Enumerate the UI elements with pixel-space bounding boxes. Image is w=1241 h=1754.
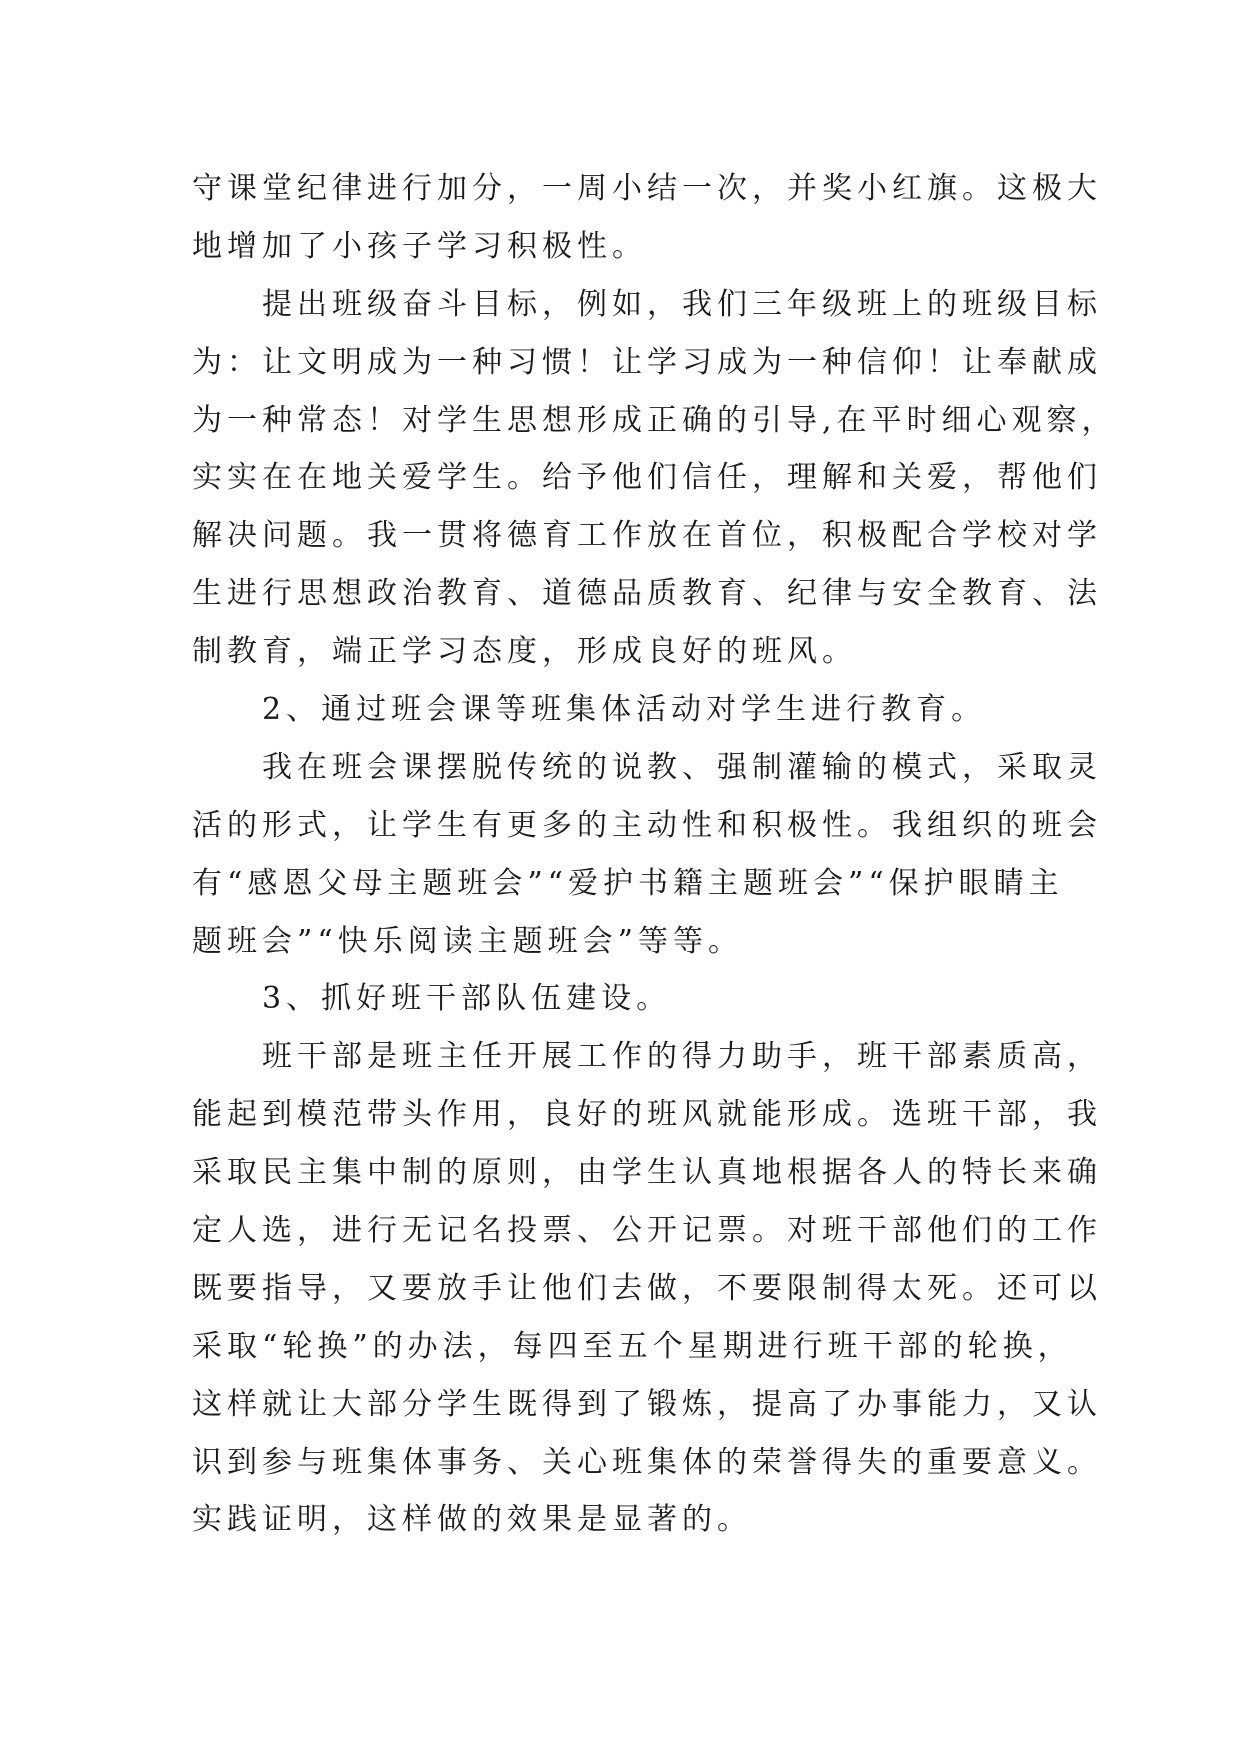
- text-line: 解决问题。我一贯将德育工作放在首位，积极配合学校对学: [192, 518, 1102, 554]
- paragraph-start-line: 提出班级奋斗目标，例如，我们三年级班上的班级目标: [262, 286, 1102, 322]
- text-line: 为一种常态！对学生思想形成正确的引导,在平时细心观察，: [192, 402, 1117, 438]
- text-line: 制教育，端正学习态度，形成良好的班风。: [192, 634, 857, 670]
- text-line: 题班会”“快乐阅读主题班会”等等。: [192, 923, 744, 959]
- paragraph-start-line: 班干部是班主任开展工作的得力助手，班干部素质高，: [262, 1039, 1102, 1075]
- text-line: 这样就让大部分学生既得到了锻炼，提高了办事能力，又认: [192, 1386, 1102, 1422]
- text-line: 有“感恩父母主题班会”“爱护书籍主题班会”“保护眼睛主: [192, 865, 1064, 901]
- paragraph-start-line: 我在班会课摆脱传统的说教、强制灌输的模式，采取灵: [262, 749, 1102, 785]
- text-line: 采取民主集中制的原则，由学生认真地根据各人的特长来确: [192, 1155, 1102, 1191]
- text-line: 生进行思想政治教育、道德品质教育、纪律与安全教育、法: [192, 576, 1102, 612]
- text-line: 守课堂纪律进行加分，一周小结一次，并奖小红旗。这极大: [192, 171, 1102, 206]
- text-line: 地增加了小孩子学习积极性。: [192, 228, 647, 264]
- text-line: 采取“轮换”的办法，每四至五个星期进行班干部的轮换，: [192, 1328, 1073, 1364]
- text-line: 实践证明，这样做的效果是显著的。: [192, 1502, 752, 1538]
- text-line: 为：让文明成为一种习惯！让学习成为一种信仰！让奉献成: [192, 344, 1102, 380]
- text-line: 能起到模范带头作用，良好的班风就能形成。选班干部，我: [192, 1097, 1102, 1133]
- section-heading: 3、抓好班干部队伍建设。: [262, 981, 672, 1017]
- text-line: 定人选，进行无记名投票、公开记票。对班干部他们的工作: [192, 1213, 1102, 1249]
- text-line: 既要指导，又要放手让他们去做，不要限制得太死。还可以: [192, 1270, 1102, 1306]
- text-line: 实实在在地关爱学生。给予他们信任，理解和关爱，帮他们: [192, 460, 1102, 496]
- section-heading: 2、通过班会课等班集体活动对学生进行教育。: [262, 692, 987, 728]
- text-line: 活的形式，让学生有更多的主动性和积极性。我组织的班会: [192, 807, 1102, 843]
- text-line: 识到参与班集体事务、关心班集体的荣誉得失的重要意义。: [192, 1444, 1102, 1480]
- document-body: [192, 160, 1117, 1549]
